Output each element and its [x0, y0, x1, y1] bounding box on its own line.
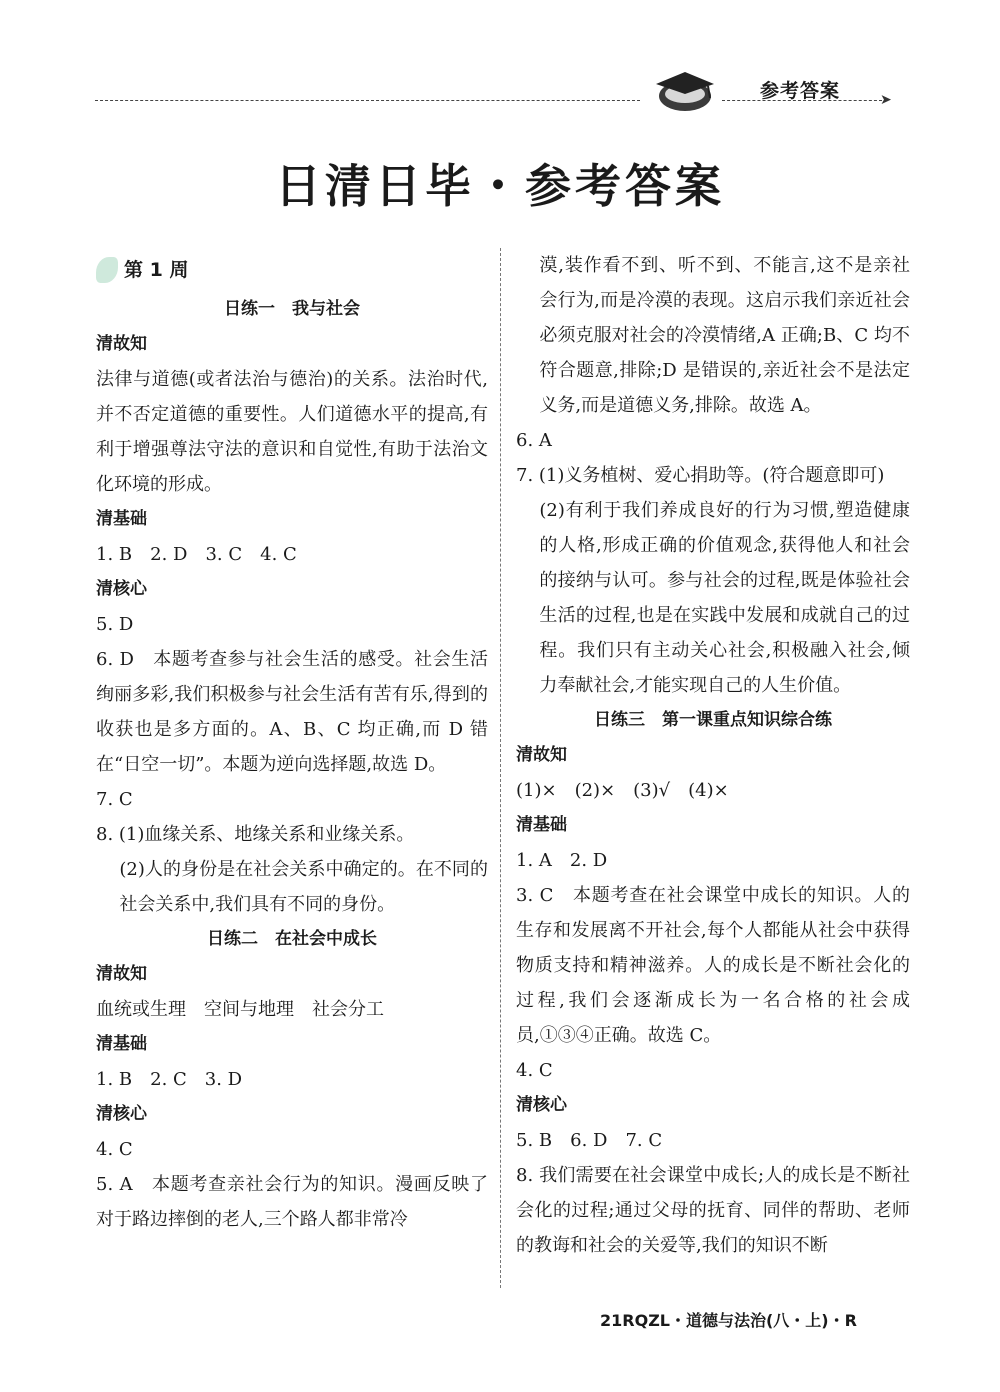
section-heading: 清故知: [516, 745, 567, 765]
answer-paragraph: 4. C: [96, 1139, 133, 1160]
section-heading: 清基础: [96, 509, 147, 529]
column-divider: [500, 248, 501, 1288]
answer-paragraph: 1. B 2. D 3. C 4. C: [96, 544, 297, 565]
arrow-right-icon: ➤: [880, 92, 892, 108]
graduation-cap-icon: [650, 66, 720, 114]
header-label: 参考答案: [760, 80, 841, 102]
answer-paragraph: (2)人的身份是在社会关系中确定的。在不同的社会关系中,我们具有不同的身份。: [119, 859, 488, 915]
answer-paragraph: 5. B 6. D 7. C: [516, 1130, 663, 1151]
answer-paragraph: 法律与道德(或者法治与德治)的关系。法治时代,并不否定道德的重要性。人们道德水平的提高,有利于增强尊法守法的意识和自觉性,有助于法治文化环境的形成。: [96, 369, 488, 495]
section-heading: 清核心: [96, 1104, 147, 1124]
header-rule-left: [95, 100, 640, 101]
answer-paragraph: 8. 我们需要在社会课堂中成长;人的成长是不断社会化的过程;通过父母的抚育、同伴的帮助、老师的教诲和社会的关爱等,我们的知识不断: [516, 1165, 910, 1256]
answer-paragraph: 7. (1)义务植树、爱心捐助等。(符合题意即可): [516, 465, 885, 486]
lesson-heading: 日练三 第一课重点知识综合练: [594, 710, 832, 730]
week-label: 第 1 周: [124, 258, 189, 281]
answer-paragraph: 8. (1)血缘关系、地缘关系和业缘关系。: [96, 824, 415, 845]
section-heading: 清核心: [96, 579, 147, 599]
answer-paragraph: 7. C: [96, 789, 133, 810]
footer-code: 21RQZL・道德与法治(八・上)・R: [600, 1311, 857, 1330]
answer-paragraph: (1)× (2)× (3)√ (4)×: [516, 780, 729, 801]
answer-paragraph: 血统或生理 空间与地理 社会分工: [96, 999, 384, 1020]
left-column: [96, 248, 488, 1237]
section-heading: 清故知: [96, 964, 147, 984]
leaf-icon: [96, 257, 118, 283]
answer-paragraph: 漠,装作看不到、听不到、不能言,这不是亲社会行为,而是冷漠的表现。这启示我们亲近社会必须克服对社会的冷漠情绪,A 正确;B、C 均不符合题意,排除;D 是错误的,亲近社会不是法定义务,而是道德义务,排除。故选 A。: [539, 255, 910, 416]
answer-paragraph: 5. A 本题考查亲社会行为的知识。漫画反映了对于路边摔倒的老人,三个路人都非常冷: [96, 1174, 488, 1230]
week-heading: [96, 248, 488, 292]
section-heading: 清基础: [516, 815, 567, 835]
answer-paragraph: 4. C: [516, 1060, 553, 1081]
answer-paragraph: 1. B 2. C 3. D: [96, 1069, 243, 1090]
lesson-heading: 日练二 在社会中成长: [207, 929, 377, 949]
answer-paragraph: 1. A 2. D: [516, 850, 608, 871]
answer-paragraph: 5. D: [96, 614, 134, 635]
section-heading: 清基础: [96, 1034, 147, 1054]
answer-paragraph: 6. D 本题考查参与社会生活的感受。社会生活绚丽多彩,我们积极参与社会生活有苦有乐,得到的收获也是多方面的。A、B、C 均正确,而 D 错在“日空一切”。本题为逆向选择题,故选 D。: [96, 649, 488, 775]
answer-paragraph: (2)有利于我们养成良好的行为习惯,塑造健康的人格,形成正确的价值观念,获得他人和社会的接纳与认可。参与社会的过程,既是体验社会生活的过程,也是在实践中发展和成就自己的过程。我们只有主动关心社会,积极融入社会,倾力奉献社会,才能实现自己的人生价值。: [539, 500, 910, 696]
section-heading: 清故知: [96, 334, 147, 354]
answer-paragraph: 3. C 本题考查在社会课堂中成长的知识。人的生存和发展离不开社会,每个人都能从社会中获得物质支持和精神滋养。人的成长是不断社会化的过程,我们会逐渐成长为一名合格的社会成员,①③④正确。故选 C。: [516, 885, 910, 1046]
lesson-heading: 日练一 我与社会: [224, 299, 360, 319]
page-title: 日清日毕・参考答案: [275, 159, 725, 213]
section-heading: 清核心: [516, 1095, 567, 1115]
answer-paragraph: 6. A: [516, 430, 552, 451]
right-column: [516, 248, 910, 1263]
